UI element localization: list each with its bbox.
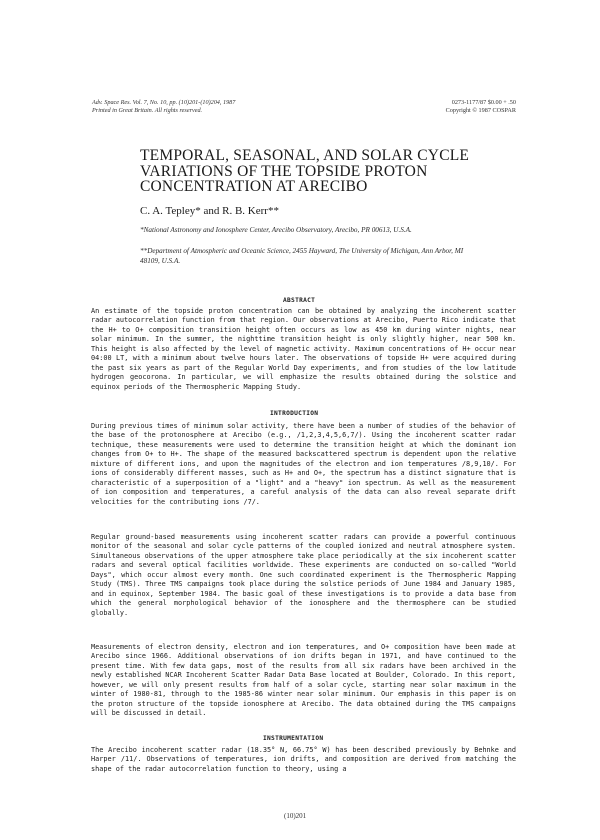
intro-paragraph-1: During previous times of minimum solar activity, there have been a number of studies of the behavior of the base of the protonosphere at Arecibo (e.g., /1,2,3,4,5,6,7/). Using the incoherent scatter radar technique, these measurements were used to determine the transition height at which the dominant ion changes from O+ to H+. The shape of the measured backscattered spectrum is dependent upon the relative mixture of different ions, and upon the magnitudes of the electron and ion temperatures /8,9,10/. For ions of considerably different masses, such as H+ and O+, the spectrum has a distinct signature that is characteristic of a superposition of a "light" and a "heavy" ion spectrum. As well as the measurement of ion composition and temperatures, a careful analysis of the data can also reveal separate drift velocities for the contributing ions /7/. (91, 422, 516, 506)
authors: C. A. Tepley* and R. B. Kerr** (140, 205, 279, 217)
affiliation-1: *National Astronomy and Ionosphere Center, Arecibo Observatory, Arecibo, PR 00613, U.S.A. (140, 226, 412, 234)
page-number: (10)201 (284, 812, 307, 820)
paper-title: TEMPORAL, SEASONAL, AND SOLAR CYCLE VARIATIONS OF THE TOPSIDE PROTON CONCENTRATION AT ARECIBO (140, 147, 470, 195)
journal-citation (92, 99, 235, 115)
copyright-line: Copyright © 1987 COSPAR (445, 107, 516, 114)
abstract-heading: ABSTRACT (283, 297, 316, 304)
journal-line-1: Adv. Space Res. Vol. 7, No. 10, pp. (10)201-(10)204, 1987 (92, 99, 236, 106)
instrumentation-text: The Arecibo incoherent scatter radar (18.35° N, 66.75° W) has been described previously by Behnke and Harper /11/. Observations of temperatures, ion drifts, and composition are derived from matching the shape of the radar autocorrelation function to theory, using a (91, 746, 516, 773)
copyright-block (408, 99, 516, 115)
journal-line-2: Printed in Great Britain. All rights reserved. (92, 107, 203, 114)
intro-paragraph-2: Regular ground-based measurements using incoherent scatter radars can provide a powerful continuous monitor of the seasonal and solar cycle patterns of the coupled ionized and neutral atmosphere system. Simultaneous observations of the upper atmosphere take place periodically at the six incoherent scatter radars and several optical facilities worldwide. These experiments are conducted on so-called "World Days", which occur almost every month. One such coordinated experiment is the Thermospheric Mapping Study (TMS). Three TMS campaigns took place during the solstice periods of June 1984 and January 1985, and in equinox, September 1984. The basic goal of these investigations is to provide a data base from which the general morphological behavior of the ionosphere and the thermosphere can be studied globally. (91, 533, 516, 617)
intro-paragraph-3: Measurements of electron density, electron and ion temperatures, and O+ composition have been made at Arecibo since 1966. Additional observations of ion drifts began in 1971, and have continued to the present time. With few data gaps, most of the results from all six radars have been archived in the newly established NCAR Incoherent Scatter Radar Data Base located at Boulder, Colorado. In this report, however, we will only present results from half of a solar cycle, starting near solar maximum in the winter of 1980-81, through to the 1985-86 winter near solar minimum. Our emphasis in this paper is on the proton structure of the topside ionosphere at Arecibo. The data obtained during the TMS campaigns will be discussed in detail. (91, 643, 516, 718)
instrumentation-heading: INSTRUMENTATION (263, 735, 324, 742)
affiliation-2: **Department of Atmospheric and Oceanic Science, 2455 Hayward, The University of Michigan, Ann Arbor, MI 48109, U.S.A. (140, 247, 464, 265)
introduction-heading: INTRODUCTION (270, 410, 319, 417)
price-code: 0273-1177/87 $0.00 + .50 (451, 99, 516, 106)
abstract-text: An estimate of the topside proton concentration can be obtained by analyzing the incoherent scatter radar autocorrelation function from that region. Our observations at Arecibo, Puerto Rico indicate that the H+ to O+ composition transition height often occurs as low as 450 km during winter nights, near solar minimum. In the summer, the nighttime transition height is only slightly higher, near 500 km. This height is also affected by the level of magnetic activity. Maximum concentrations of H+ occur near 04:00 LT, with a minimum about twelve hours later. The observations of topside H+ were acquired during the past six years as part of the Regular World Day experiments, and from studies of the low latitude hydrogen geocorona. In particular, we will emphasize the results obtained during the solstice and equinox periods of the Thermospheric Mapping Study. (91, 307, 516, 391)
